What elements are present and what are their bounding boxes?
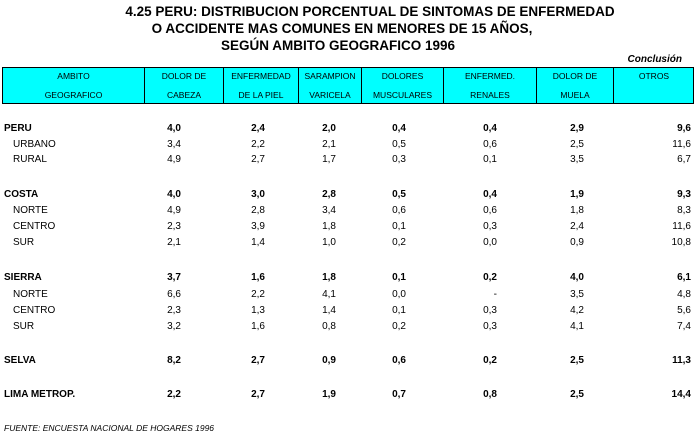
table-row: [0, 203, 696, 218]
cell-value: 2,2: [167, 389, 181, 400]
table-row: [0, 270, 696, 285]
cell-value: 2,5: [570, 355, 584, 366]
cell-value: 1,8: [322, 272, 336, 283]
cell-value: 2,4: [251, 123, 265, 134]
cell-value: 11,3: [672, 355, 691, 366]
cell-value: 0,3: [392, 154, 406, 165]
table-row: [0, 319, 696, 334]
cell-value: 0,1: [392, 272, 406, 283]
table-row: [0, 387, 696, 402]
column-header-2: [223, 68, 298, 103]
column-header-7: [613, 68, 694, 103]
column-header-line-2: DE LA PIEL: [238, 90, 284, 100]
table-header: [2, 67, 694, 104]
row-label: PERU: [4, 123, 32, 134]
cell-value: 0,2: [483, 355, 497, 366]
cell-value: 3,2: [167, 321, 181, 332]
cell-value: 2,9: [570, 123, 584, 134]
cell-value: 4,8: [677, 289, 691, 300]
cell-value: 2,3: [167, 305, 181, 316]
cell-value: 8,2: [167, 355, 181, 366]
cell-value: 2,3: [167, 221, 181, 232]
cell-value: 6,7: [677, 154, 691, 165]
cell-value: 2,5: [570, 389, 584, 400]
cell-value: 4,9: [167, 154, 181, 165]
cell-value: 0,6: [483, 205, 497, 216]
cell-value: 3,5: [570, 154, 584, 165]
cell-value: 3,4: [167, 139, 181, 150]
cell-value: 1,8: [322, 221, 336, 232]
column-header-3: [298, 68, 361, 103]
cell-value: 3,5: [570, 289, 584, 300]
row-label: SUR: [13, 321, 35, 332]
cell-value: 1,4: [251, 237, 265, 248]
cell-value: 0,9: [570, 237, 584, 248]
cell-value: 2,7: [251, 154, 265, 165]
cell-value: 4,0: [570, 272, 584, 283]
cell-value: 4,0: [167, 123, 181, 134]
column-header-line-1: ENFERMEDAD: [231, 71, 291, 81]
row-label: SUR: [13, 237, 35, 248]
cell-value: 1,3: [251, 305, 265, 316]
cell-value: 1,4: [322, 305, 336, 316]
cell-value: 8,3: [677, 205, 691, 216]
cell-value: 3,9: [251, 221, 265, 232]
column-header-6: [536, 68, 613, 103]
cell-value: 3,4: [322, 205, 336, 216]
column-header-line-2: MUSCULARES: [372, 90, 433, 100]
cell-value: 0,4: [483, 189, 497, 200]
table-row: [0, 121, 696, 136]
cell-value: 0,2: [392, 321, 406, 332]
table-row: [0, 303, 696, 318]
cell-value: 6,6: [167, 289, 181, 300]
cell-value: -: [493, 289, 497, 300]
cell-value: 0,8: [322, 321, 336, 332]
column-header-5: [443, 68, 536, 103]
cell-value: 3,0: [251, 189, 265, 200]
cell-value: 0,6: [392, 355, 406, 366]
table-row: [0, 219, 696, 234]
column-header-4: [361, 68, 443, 103]
row-label: CENTRO: [13, 221, 56, 232]
row-label: COSTA: [4, 189, 39, 200]
cell-value: 5,6: [677, 305, 691, 316]
cell-value: 4,2: [570, 305, 584, 316]
cell-value: 6,1: [677, 272, 691, 283]
cell-value: 1,6: [251, 321, 265, 332]
cell-value: 0,3: [483, 221, 497, 232]
cell-value: 2,2: [251, 139, 265, 150]
cell-value: 4,1: [322, 289, 336, 300]
table-row: [0, 137, 696, 152]
cell-value: 4,9: [167, 205, 181, 216]
cell-value: 1,9: [322, 389, 336, 400]
table-title-line-3: SEGÚN AMBITO GEOGRAFICO 1996: [220, 38, 456, 53]
cell-value: 10,8: [671, 237, 691, 248]
cell-value: 4,0: [167, 189, 181, 200]
cell-value: 0,1: [392, 221, 406, 232]
row-label: RURAL: [13, 154, 47, 165]
cell-value: 0,6: [483, 139, 497, 150]
cell-value: 11,6: [672, 221, 691, 232]
cell-value: 3,7: [167, 272, 181, 283]
cell-value: 0,2: [483, 272, 497, 283]
column-header-line-2: CABEZA: [166, 90, 201, 100]
cell-value: 7,4: [677, 321, 691, 332]
cell-value: 2,1: [322, 139, 336, 150]
table-row: [0, 353, 696, 368]
continuation-note: Conclusión: [627, 54, 682, 65]
cell-value: 1,8: [570, 205, 584, 216]
cell-value: 0,3: [483, 321, 497, 332]
cell-value: 1,0: [322, 237, 336, 248]
column-header-1: [144, 68, 223, 103]
column-header-line-1: DOLORES: [381, 71, 424, 81]
cell-value: 0,1: [483, 154, 497, 165]
row-label: SIERRA: [4, 272, 42, 283]
cell-value: 0,4: [483, 123, 497, 134]
cell-value: 4,1: [570, 321, 584, 332]
column-header-line-1: OTROS: [638, 71, 670, 81]
cell-value: 0,0: [392, 289, 406, 300]
cell-value: 2,4: [570, 221, 584, 232]
cell-value: 0,5: [392, 139, 406, 150]
column-header-line-2: MUELA: [560, 90, 590, 100]
cell-value: 1,7: [322, 154, 336, 165]
cell-value: 11,6: [672, 139, 691, 150]
table-title-line-1: 4.25 PERU: DISTRIBUCION PORCENTUAL DE SINTOMAS DE ENFERMEDAD: [125, 4, 615, 19]
cell-value: 2,7: [251, 355, 265, 366]
column-header-line-2: GEOGRAFICO: [44, 90, 103, 100]
column-header-line-1: SARAMPION: [304, 71, 356, 81]
cell-value: 0,6: [392, 205, 406, 216]
column-header-line-2: RENALES: [470, 90, 510, 100]
cell-value: 2,5: [570, 139, 584, 150]
cell-value: 14,4: [671, 389, 691, 400]
column-header-line-1: ENFERMED.: [464, 71, 516, 81]
row-label: NORTE: [13, 205, 48, 216]
cell-value: 0,5: [392, 189, 406, 200]
cell-value: 0,3: [483, 305, 497, 316]
cell-value: 9,6: [677, 123, 691, 134]
cell-value: 0,2: [392, 237, 406, 248]
table-row: [0, 187, 696, 202]
cell-value: 1,9: [570, 189, 584, 200]
cell-value: 9,3: [677, 189, 691, 200]
cell-value: 0,1: [392, 305, 406, 316]
cell-value: 0,9: [322, 355, 336, 366]
cell-value: 1,6: [251, 272, 265, 283]
cell-value: 0,7: [392, 389, 406, 400]
column-header-line-1: AMBITO: [57, 71, 90, 81]
table-row: [0, 287, 696, 302]
cell-value: 2,0: [322, 123, 336, 134]
row-label: URBANO: [13, 139, 56, 150]
cell-value: 2,8: [251, 205, 265, 216]
source-note: FUENTE: ENCUESTA NACIONAL DE HOGARES 1996: [4, 423, 215, 433]
cell-value: 0,0: [483, 237, 497, 248]
cell-value: 2,2: [251, 289, 265, 300]
row-label: NORTE: [13, 289, 48, 300]
cell-value: 2,8: [322, 189, 336, 200]
table-title-line-2: O ACCIDENTE MAS COMUNES EN MENORES DE 15 AÑOS,: [151, 21, 533, 36]
column-header-line-1: DOLOR DE: [552, 71, 598, 81]
row-label: SELVA: [4, 355, 36, 366]
column-header-line-1: DOLOR DE: [161, 71, 207, 81]
column-header-0: [3, 68, 144, 103]
table-row: [0, 152, 696, 167]
cell-value: 2,1: [167, 237, 181, 248]
row-label: LIMA METROP.: [4, 389, 76, 400]
cell-value: 2,7: [251, 389, 265, 400]
column-header-line-2: VARICELA: [309, 90, 351, 100]
cell-value: 0,4: [392, 123, 406, 134]
row-label: CENTRO: [13, 305, 56, 316]
table-row: [0, 235, 696, 250]
cell-value: 0,8: [483, 389, 497, 400]
